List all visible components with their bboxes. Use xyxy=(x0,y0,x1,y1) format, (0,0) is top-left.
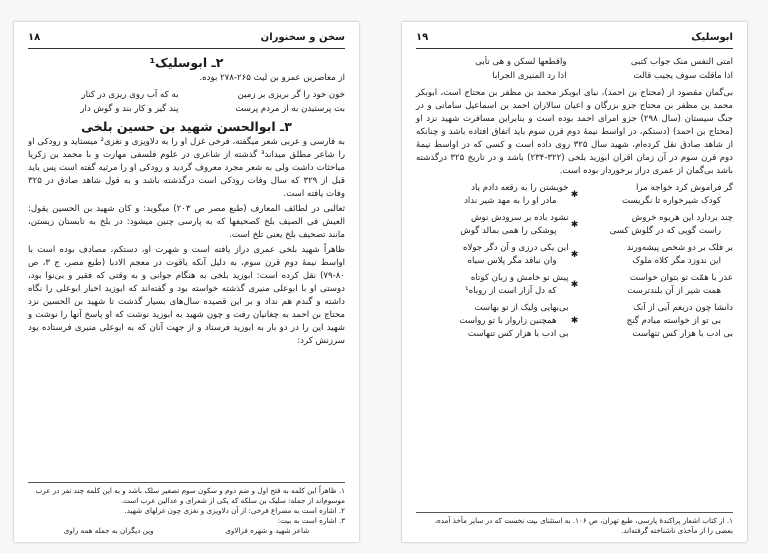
section-2-verses xyxy=(28,89,345,116)
section-3-paragraph-2: ثعالبی در لطائف المعارف (طبع مصر ص ۲۰۳) میگوید: و کان شهید بن الحسین یقول: العیش فی الصیف بلخ کصحیفها که به پارسی چنین میشود: در بلخ به تابستان زیستن، مانند تصحیف بلخ یعنی تلخ است. xyxy=(28,204,345,240)
verse-line: همچنین زاروار با تو رواست xyxy=(459,316,557,326)
verse-line: خون خود را گر بریزی بر زمین xyxy=(237,90,345,100)
verse-separator-icon: ✱ xyxy=(570,316,579,326)
verse-line: عذر با همّت تو بتوان خواست xyxy=(629,273,733,283)
verse-line: اذا رد المنیری الجرابا xyxy=(492,71,567,81)
section-3-heading: ۳ـ ابوالحسن شهید بن حسین بلخی xyxy=(81,119,292,134)
couplet-group xyxy=(416,242,733,268)
verse-line: بت پرستیدن به از مردم پرست xyxy=(235,104,345,114)
left-page-header xyxy=(28,28,345,49)
footnote-2: ۲. اشاره است به مصراع فرخی: از آن دلاویزی و نغزی چون غزلهای شهید. xyxy=(124,506,345,515)
verse-line: همت شیر از آن بلندترست xyxy=(627,286,721,296)
couplets xyxy=(416,182,733,341)
footnote-3: ۳. اشاره است به بیت: xyxy=(277,516,345,525)
section-3-paragraph-1: به فارسی و عربی شعر میگفته، فرخی غزل او را به دلاویزی و نغزی² میستاید و رودکی او را شاعر مطلق میداند³ گذشته از شاعری در علوم فلسفی مهارت و با محمد بن زکریا مباحثات داشت ولی به شعر مجرد معروف گردید و رودکی او را مرثیه گفته است پس باید قبل از ۳۲۹ که سال وفات رودکی است درگذشته باشد و به قول شاهد صادق در ۳۲۵ وفات یافته است. xyxy=(28,137,346,199)
verse-line: بی ادب با هزار کس تنهاست xyxy=(632,329,733,339)
verse-line: راست گویی که در گلوش کسی xyxy=(609,226,721,236)
right-footnotes xyxy=(416,512,733,536)
right-page-header xyxy=(416,28,733,49)
verse-line: دانشا چون دریغم آیی از آنک xyxy=(633,303,733,313)
couplet-group xyxy=(416,182,733,208)
verse-line: که دل آزار است از روباه¹ xyxy=(465,286,557,296)
verse-line: اذا ماقلت سوف یجیب قالت xyxy=(633,71,733,81)
right-paragraph-1: بی‌گمان مقصود از (محتاج بن احمد)، نیای ابوبکر محمد بن مظفر بن محتاج است، ابوبکر محمد بن مظفر بن محتاج جزو بزرگان و اعیان سالاران احمد بن اسماعیل سامانی و در جنگ سیستان (سال ۲۹۸) جزو امرای احمد بوده است و بنابراین مسافرت شهید نزد او (محتاج بن احمد) (دستکم، در اواسط نیمهٔ دوم قرن سوم باید اتفاق افتاده باشد و چنانکه از شاهد صادق نقل کرده‌ام، شهید سال ۳۲۵ روی داده است و کسی که در اواسط نیمهٔ دوم قرن سوم در آن زمان اقران ابوزید بلخی (۳۲۲-۲۳۴) باشد و در تاریخ ۳۲۵ درگذشته باشد بی‌گمان از عمری دراز برخوردار بوده است. xyxy=(416,88,734,176)
section-2-intro: از معاصرین عمرو بن لیث ۲۶۵-۲۷۸ بوده. xyxy=(199,73,345,83)
verse-line: امتی النفس منک جواب کتبی xyxy=(630,57,733,67)
verse-separator-icon: ✱ xyxy=(570,219,579,230)
couplet-group xyxy=(416,302,733,341)
right-page-content xyxy=(416,52,733,534)
right-page xyxy=(402,22,747,542)
verse-line: پوشکی را همی بمالد گوش xyxy=(460,226,557,236)
couplet-group xyxy=(416,272,733,298)
section-3-paragraph-3: ظاهراً شهید بلخی عمری دراز یافته است و شهرت او، دستکم، مصادف بوده است با اواسط نیمهٔ دوم قرن سوم، به دلیل آنکه یاقوت در معجم الادبا (طبع مصر، ج ۳، ص ۸۰-۷۹) نقل کرده است: ابوزید بلخی به هنگام جوانی و به وقتی که فقیر و بی‌نوا بود، دوستی او با ابوعلی منیری گذشته خواسته بود و گفته‌اند که ابوزید اخبار ابوعلی را نگاه داشته و گندم هم نداد و بر این قصیده سال‌های بسیار گذشت تا شهید بن الحسین نزد محتاج بن احمد به چغانیان رفت و چون شهید به ابوزید نوشت که او پاسخ آنها را نوشت و شهید این را در دو بار به ابوزید فرستاد و از جهت آنان که به ابوعلی منیری فرستاده بود سرزنش کرد: xyxy=(28,245,345,346)
footnote-verse-line: وین دیگران به جمله همه راوی xyxy=(63,526,154,535)
couplet-group xyxy=(416,212,733,238)
verse-line: بر فلک بر دو شخص پیشه‌ورند xyxy=(626,243,733,253)
footnote-1: ۱. ظاهراً این کلمه به فتح اول و ضم دوم و سکون سوم تصغیر سلک باشد و به این کلمه چند نفر در عرب موسوم‌اند از جمله: سلیک بن سلکه که یکی از شعرای و عدالین عرب است. xyxy=(35,486,345,505)
section-2-heading: ۲ـ ابوسلیک¹ xyxy=(149,55,224,70)
footnote-verse xyxy=(28,526,345,536)
verse-line: واقطعها لسکن و هی تأبی xyxy=(475,57,567,67)
left-footnotes xyxy=(28,482,345,536)
verse-line: پیش تو خامش و زبان کوتاه xyxy=(470,273,569,283)
left-page-title: سخن و سخنوران xyxy=(260,31,345,43)
verse-separator-icon: ✱ xyxy=(570,249,579,260)
verse-separator-icon: ✱ xyxy=(570,189,579,200)
verse-line: پند گیر و کار بند و گوش دار xyxy=(80,104,179,114)
verse-line: مادر او را به مهد شیر نداد xyxy=(464,196,557,206)
arabic-verses xyxy=(416,56,733,83)
verse-separator-icon: ✱ xyxy=(570,279,579,290)
verse-line: این یکی درزی و آن دگر جولاه xyxy=(462,243,569,253)
footnote-1: ۱. از کتاب اشعار پراکندهٔ پارسی، طبع تهران، ص ۱۰۶. به استثنای بیت نخست که در سایر مآخذ آمده، بعضی را از مآخذی ناشناخته گرفته‌اند. xyxy=(434,516,733,535)
left-page-number: ۱۸ xyxy=(28,31,41,43)
left-page-content xyxy=(28,52,345,534)
verse-line: چند بردارد این هریوه خروش xyxy=(631,213,733,223)
verse-line: خویشتن را به رقعه دادم یاد xyxy=(471,183,569,193)
verse-line: نشود باده بر سرودش نوش xyxy=(471,213,569,223)
verse-line: به که آب روی ریزی در کنار xyxy=(81,90,179,100)
left-page xyxy=(14,22,359,542)
verse-line: کودک شیرخواره تا نگریست xyxy=(622,196,721,206)
right-page-title: ابوسلیک xyxy=(691,31,733,43)
footnote-verse-line: شاعر شهید و شهره فرالاوی xyxy=(225,526,310,535)
right-page-number: ۱۹ xyxy=(416,31,429,43)
verse-line: وان نبافد مگر پلاس سیاه xyxy=(467,256,557,266)
verse-line: این ندوزد مگر کلاه ملوک xyxy=(632,256,721,266)
verse-line: بی‌بهایی ولیک از تو بهاست xyxy=(474,303,569,313)
verse-line: گر فراموش کرد خواجه مرا xyxy=(636,183,733,193)
verse-line: بی تو از خواسته میادم گنج xyxy=(626,316,721,326)
verse-line: بی ادب با هزار کس تنهاست xyxy=(467,329,569,339)
